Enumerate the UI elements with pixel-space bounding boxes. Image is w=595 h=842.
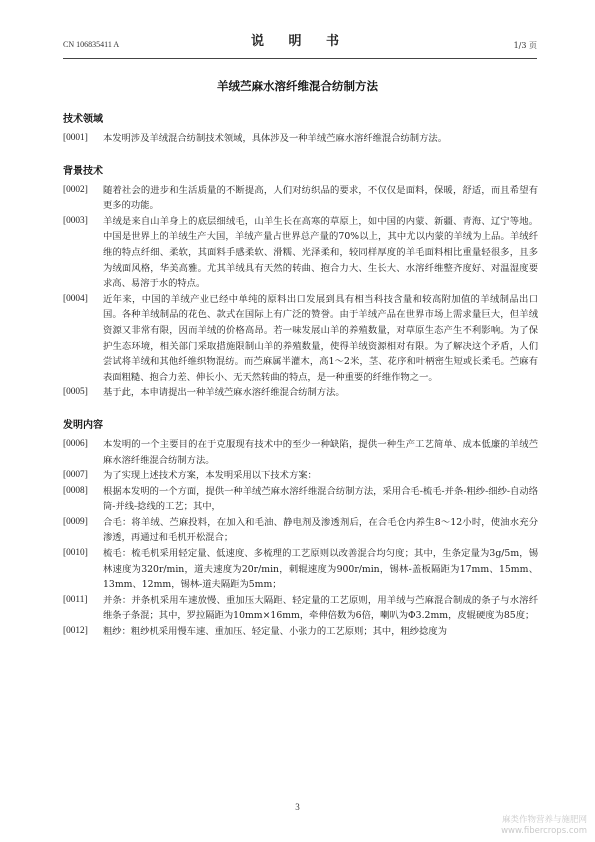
watermark-line: www.fibercrops.com [501, 826, 587, 836]
paragraph [63, 385, 538, 401]
paragraph-text: 并条：并条机采用车速放慢、重加压大隔距、轻定量的工艺原则，用羊绒与苎麻混合制成的条子与水溶纤维条子条混；其中，罗拉隔距为10mm×16mm，牵伸倍数为6倍，喇叭为Φ3.2mm，皮辊硬度为85度； [103, 594, 538, 622]
paragraph-text: 本发明的一个主要目的在于克服现有技术中的至少一种缺陷，提供一种生产工艺简单、成本低廉的羊绒苎麻水溶纤维混合纺制方法。 [103, 438, 538, 466]
paragraph-number: [0008] [63, 485, 88, 496]
document-title: 羊绒苎麻水溶纤维混合纺制方法 [217, 79, 378, 93]
paragraph-text: 为了实现上述技术方案，本发明采用以下技术方案： [103, 470, 317, 482]
section [63, 419, 538, 640]
paragraph [63, 437, 538, 468]
header-divider [63, 58, 537, 59]
document-type: 说 明 书 [250, 34, 350, 49]
page-header [63, 30, 537, 56]
paragraph [63, 515, 538, 546]
paragraph [63, 183, 538, 214]
paragraph [63, 624, 538, 640]
paragraph-text: 羊绒是来自山羊身上的底层细绒毛，山羊生长在高寒的草原上，如中国的内蒙、新疆、青海、辽宁等地。中国是世界上的羊绒生产大国，羊绒产量占世界总产量的70%以上，其中尤以内蒙的羊绒为上品。羊绒纤维的特点纤细、柔软，其面料手感柔软、滑糯、光泽柔和，较同样厚度的羊毛面料相比重量轻很多，且多为绒面风格，华美高雅。尤其羊绒具有天然的转曲、抱合力大、生长大、水溶纤维整齐度好、对温湿度要求高、易溶于水的特点。 [103, 215, 538, 290]
paragraph-number: [0012] [63, 626, 88, 637]
paragraph-text: 基于此，本申请提出一种羊绒苎麻水溶纤维混合纺制方法。 [103, 387, 345, 399]
paragraph-text: 合毛：将羊绒、苎麻投料，在加入和毛油、静电剂及渗透剂后，在合毛仓内养生8～12小时，使油水充分渗透，再通过和毛机开松混合； [103, 516, 538, 544]
paragraph-text: 粗纱：粗纱机采用慢车速、重加压、轻定量、小张力的工艺原则；其中，粗纱捻度为 [103, 626, 447, 638]
paragraph-number: [0010] [63, 548, 88, 559]
paragraph-number: [0001] [63, 133, 88, 143]
section-heading: 发明内容 [63, 419, 103, 431]
paragraph-number: [0003] [63, 215, 88, 226]
section [63, 165, 538, 401]
section [63, 113, 538, 147]
page-number: 3 [295, 802, 300, 812]
paragraph [63, 546, 538, 593]
document-body [63, 113, 538, 658]
paragraph [63, 131, 538, 147]
paragraph-number: [0009] [63, 516, 88, 527]
paragraph-text: 梳毛：梳毛机采用轻定量、低速度、多梳理的工艺原则以改善混合均匀度；其中，生条定量为3g/5m，锡林速度为320r/min，道夫速度为20r/min，刺辊速度为900r/min，锡林-盖板隔距为17mm、15mm、13mm、12mm，锡林-道夫隔距为5mm； [103, 548, 538, 591]
page-indicator: 1/3 页 [513, 41, 537, 50]
paragraph-text: 本发明涉及羊绒混合纺制技术领域，具体涉及一种羊绒苎麻水溶纤维混合纺制方法。 [103, 133, 447, 144]
paragraph [63, 468, 538, 484]
watermark [501, 815, 587, 837]
paragraph-number: [0006] [63, 438, 88, 449]
paragraph-number: [0005] [63, 387, 88, 398]
patent-number: CN 106835411 A [63, 40, 120, 49]
paragraph-text: 随着社会的进步和生活质量的不断提高，人们对纺织品的要求，不仅仅是面料，保暖，舒适，而且希望有更多的功能。 [103, 184, 538, 212]
paragraph-number: [0011] [63, 594, 88, 605]
paragraph-number: [0007] [63, 470, 88, 481]
paragraph [63, 484, 538, 515]
section-heading: 背景技术 [63, 165, 103, 177]
paragraph-number: [0002] [63, 184, 88, 195]
paragraph [63, 292, 538, 386]
paragraph [63, 593, 538, 624]
paragraph-text: 根据本发明的一个方面，提供一种羊绒苎麻水溶纤维混合纺制方法，采用合毛-梳毛-并条-粗纱-细纱-自动络筒-并线-捻线的工艺；其中， [103, 485, 538, 513]
paragraph [63, 214, 538, 292]
paragraph-number: [0004] [63, 293, 88, 304]
paragraph-text: 近年来，中国的羊绒产业已经中单纯的原料出口发展到具有相当科技含量和较高附加值的羊绒制品出口国。各种羊绒制品的花色、款式在国际上有广泛的赞誉。由于羊绒产品在世界市场上需求量巨大，但羊绒资源又非常有限，因而羊绒的价格高昂。若一味发展山羊的养殖数量，对草原生态产生不利影响。为了保护生态环境，相关部门采取措施限制山羊的养殖数量，使得羊绒资源相对有限。为了解决这个矛盾，人们尝试将羊绒和其他纤维织物混纺。而苎麻属半灌木，高1～2米，茎、花序和叶柄密生短或长柔毛。苎麻有表面粗糙、抱合力差、伸长小、无天然转曲的特点，是一种重要的纤维作物之一。 [103, 293, 538, 383]
section-heading: 技术领域 [63, 114, 103, 125]
watermark-line: 麻类作物营养与施肥网 [501, 815, 587, 825]
